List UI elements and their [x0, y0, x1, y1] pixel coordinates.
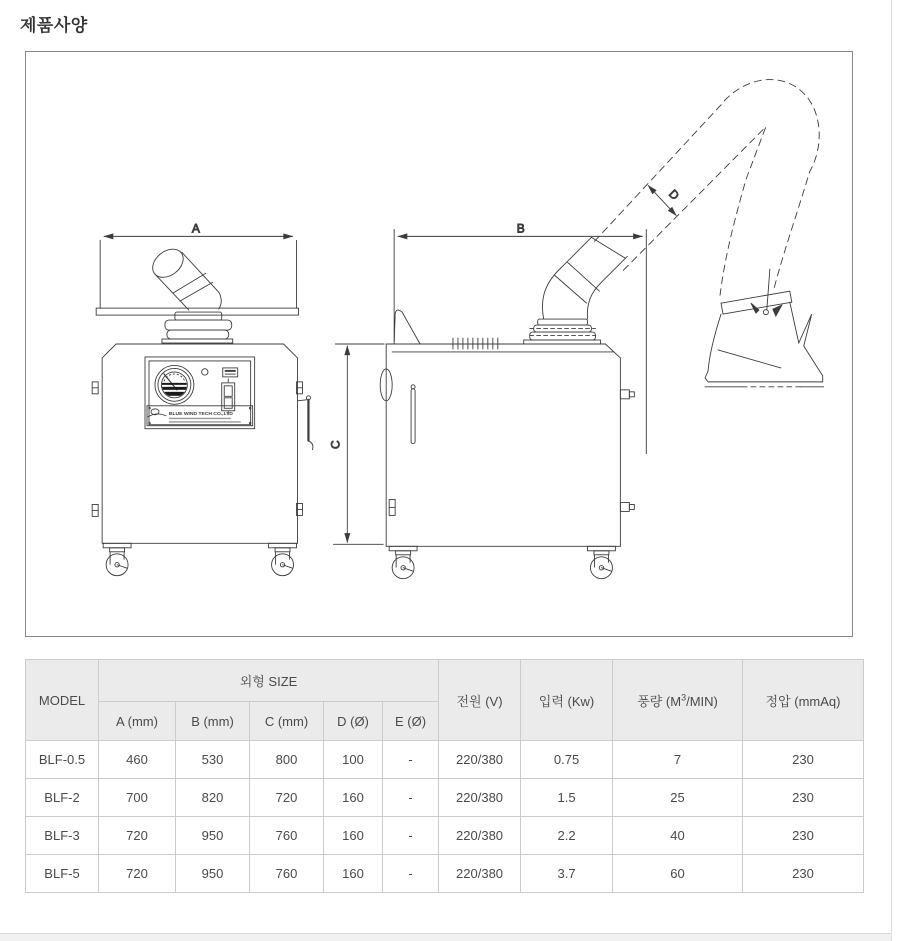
- footer-strip: [0, 933, 891, 941]
- cell-model: BLF-2: [26, 779, 99, 817]
- page-right-border: [891, 0, 892, 941]
- cell-a: 460: [99, 741, 176, 779]
- arm-outer-outline: [594, 80, 819, 290]
- top-collar: [524, 319, 601, 344]
- cell-model: BLF-5: [26, 855, 99, 893]
- cell-airflow: 25: [613, 779, 743, 817]
- dimension-a-label: A: [191, 221, 200, 236]
- cell-b: 950: [176, 855, 250, 893]
- spec-table: [25, 659, 864, 893]
- cell-b: 530: [176, 741, 250, 779]
- front-view: [92, 221, 313, 575]
- cell-input: 2.2: [521, 817, 613, 855]
- dimension-b: [394, 221, 646, 453]
- side-hinges: [620, 390, 634, 512]
- cell-pressure: 230: [743, 779, 864, 817]
- door-latch: [389, 499, 395, 515]
- elbow-duct: [542, 237, 627, 319]
- table-row: [26, 779, 864, 817]
- vent-grille: [453, 338, 498, 349]
- col-size-b: B (mm): [176, 702, 250, 741]
- page-title: 제품사양: [20, 16, 88, 35]
- airflow-label-prefix: 풍량 (M: [637, 693, 682, 709]
- nameplate: [147, 406, 253, 426]
- dimension-a: [100, 221, 296, 308]
- col-model: MODEL: [26, 660, 99, 741]
- cell-e: -: [383, 855, 439, 893]
- cell-pressure: 230: [743, 741, 864, 779]
- flex-collar: [162, 312, 233, 343]
- cell-airflow: 7: [613, 741, 743, 779]
- col-size-e: E (Ø): [383, 702, 439, 741]
- cell-d: 160: [324, 779, 383, 817]
- cell-c: 760: [250, 855, 324, 893]
- side-handle: [297, 396, 312, 450]
- handle-bracket: [394, 310, 420, 344]
- cell-model: BLF-0.5: [26, 741, 99, 779]
- cell-d: 160: [324, 855, 383, 893]
- cell-d: 160: [324, 817, 383, 855]
- cell-a: 720: [99, 817, 176, 855]
- cell-a: 720: [99, 855, 176, 893]
- arm-inner-outline: [623, 127, 766, 295]
- cell-a: 700: [99, 779, 176, 817]
- nameplate-company-text: BLUE WIND TECH CO.,LTD: [168, 410, 233, 417]
- cell-input: 1.5: [521, 779, 613, 817]
- table-row: [26, 741, 864, 779]
- col-input: 입력 (Kw): [521, 660, 613, 741]
- cell-c: 760: [250, 817, 324, 855]
- caster-side-right: [587, 546, 615, 578]
- cell-power: 220/380: [439, 817, 521, 855]
- door-handle: [411, 385, 415, 444]
- dimension-d: [648, 186, 682, 216]
- cell-power: 220/380: [439, 741, 521, 779]
- caster-front-right: [269, 543, 297, 575]
- dimension-c-label: C: [328, 440, 343, 449]
- dimension-d-label: D: [666, 186, 683, 203]
- cell-power: 220/380: [439, 779, 521, 817]
- caster-side-left: [389, 546, 417, 578]
- cell-b: 820: [176, 779, 250, 817]
- top-flange: [96, 308, 298, 315]
- control-panel: [145, 357, 255, 429]
- table-row: [26, 855, 864, 893]
- side-view: [328, 221, 646, 578]
- dimension-b-label: B: [516, 221, 525, 236]
- col-airflow: [613, 660, 743, 741]
- col-pressure: 정압 (mmAq): [743, 660, 864, 741]
- pressure-gauge: [155, 365, 194, 404]
- dimension-c: [328, 344, 384, 544]
- cabinet-body: [102, 344, 297, 543]
- col-size-d: D (Ø): [324, 702, 383, 741]
- side-cabinet: [380, 310, 634, 546]
- flexible-arm: [594, 80, 823, 387]
- cell-e: -: [383, 741, 439, 779]
- cell-airflow: 40: [613, 817, 743, 855]
- product-drawing-panel: [25, 51, 853, 637]
- suction-hood: [705, 302, 824, 387]
- col-size-group: 외형 SIZE: [99, 660, 439, 702]
- cell-c: 720: [250, 779, 324, 817]
- technical-drawing: [26, 52, 852, 636]
- col-size-a: A (mm): [99, 702, 176, 741]
- table-row: [26, 817, 864, 855]
- cell-e: -: [383, 817, 439, 855]
- hood-clamp: [721, 269, 792, 316]
- col-power: 전원 (V): [439, 660, 521, 741]
- cell-input: 0.75: [521, 741, 613, 779]
- indicator-lamp: [202, 369, 208, 375]
- cell-e: -: [383, 779, 439, 817]
- airflow-label-sup: 3: [681, 692, 687, 703]
- rating-plate: [223, 368, 238, 377]
- power-switch: [222, 379, 235, 415]
- cell-input: 3.7: [521, 855, 613, 893]
- cell-model: BLF-3: [26, 817, 99, 855]
- cell-pressure: 230: [743, 855, 864, 893]
- cell-pressure: 230: [743, 817, 864, 855]
- caster-front-left: [103, 543, 131, 575]
- cell-d: 100: [324, 741, 383, 779]
- outlet-duct: [147, 243, 221, 310]
- cell-power: 220/380: [439, 855, 521, 893]
- col-size-c: C (mm): [250, 702, 324, 741]
- airflow-label-suffix: /MIN): [686, 693, 718, 709]
- cell-c: 800: [250, 741, 324, 779]
- cell-airflow: 60: [613, 855, 743, 893]
- front-latches: [92, 382, 302, 517]
- cell-b: 950: [176, 817, 250, 855]
